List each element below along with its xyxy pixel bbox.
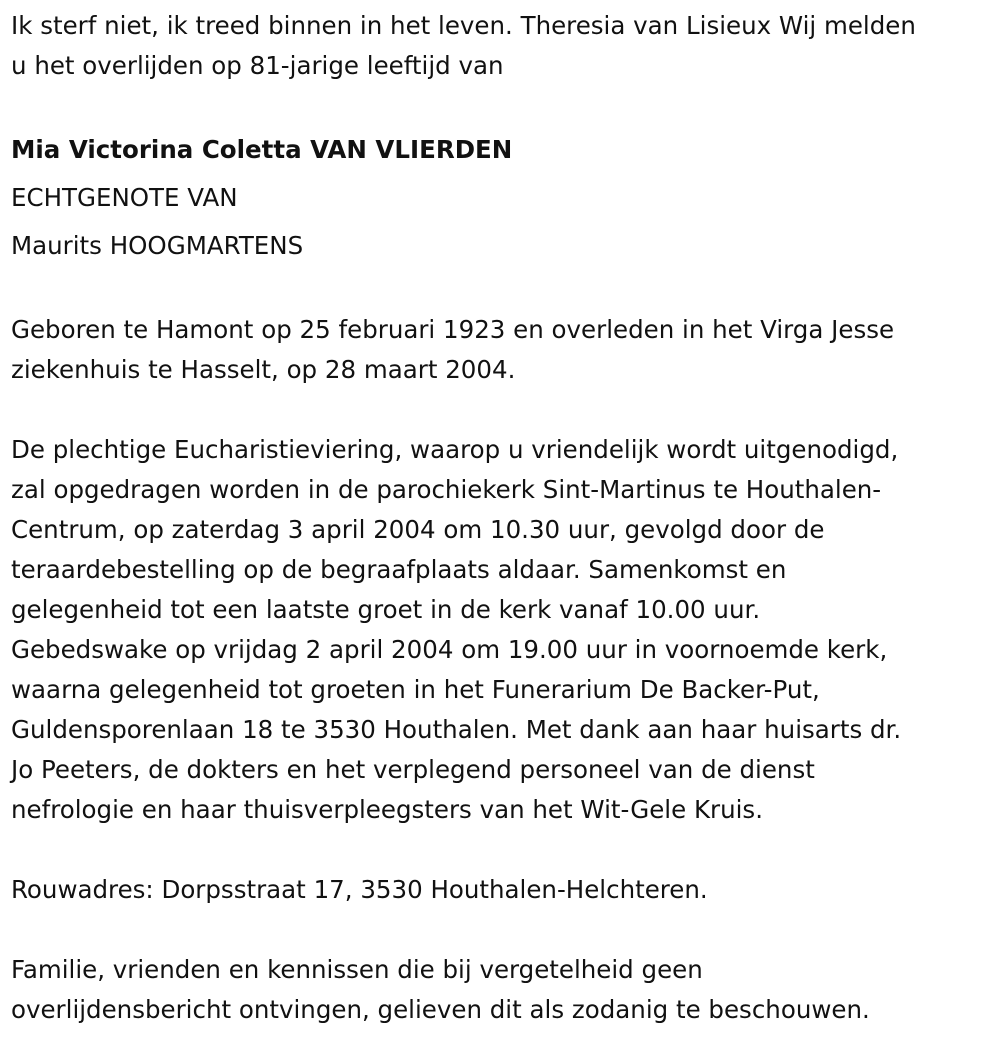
closing-line: Familie, vrienden en kennissen die bij vergetelheid geen [11,955,703,984]
ceremony-line: zal opgedragen worden in de parochiekerk Sint-Martinus te Houthalen- [11,475,882,504]
intro-line: u het overlijden op 81-jarige leeftijd van [11,51,504,80]
ceremony-line: Gebedswake op vrijdag 2 april 2004 om 19.00 uur in voornoemde kerk, [11,635,888,664]
closing-line: overlijdensbericht ontvingen, gelieven dit als zodanig te beschouwen. [11,995,870,1024]
ceremony-line: De plechtige Eucharistieviering, waarop u vriendelijk wordt uitgenodigd, [11,435,899,464]
ceremony-line: waarna gelegenheid tot groeten in het Funerarium De Backer-Put, [11,675,820,704]
ceremony-paragraph [11,430,996,830]
closing-paragraph [11,950,996,1030]
spouse-name: Maurits HOOGMARTENS [11,231,304,260]
ceremony-line: teraardebestelling op de begraafplaats aldaar. Samenkomst en [11,555,787,584]
relation-label: ECHTGENOTE VAN [11,183,238,212]
ceremony-line: Centrum, op zaterdag 3 april 2004 om 10.30 uur, gevolgd door de [11,515,825,544]
ceremony-line: Guldensporenlaan 18 te 3530 Houthalen. Met dank aan haar huisarts dr. [11,715,902,744]
birth-death-paragraph [11,310,996,390]
ceremony-line: gelegenheid tot een laatste groet in de kerk vanaf 10.00 uur. [11,595,761,624]
birth-death-line: Geboren te Hamont op 25 februari 1923 en overleden in het Virga Jesse [11,315,895,344]
intro-line: Ik sterf niet, ik treed binnen in het leven. Theresia van Lisieux Wij melden [11,11,916,40]
deceased-name: Mia Victorina Coletta VAN VLIERDEN [11,135,513,164]
intro-paragraph [11,6,996,86]
ceremony-line: nefrologie en haar thuisverpleegsters van het Wit-Gele Kruis. [11,795,763,824]
ceremony-line: Jo Peeters, de dokters en het verplegend personeel van de dienst [11,755,815,784]
mourning-address: Rouwadres: Dorpsstraat 17, 3530 Houthalen-Helchteren. [11,875,708,904]
death-notice [11,6,996,1030]
birth-death-line: ziekenhuis te Hasselt, op 28 maart 2004. [11,355,516,384]
